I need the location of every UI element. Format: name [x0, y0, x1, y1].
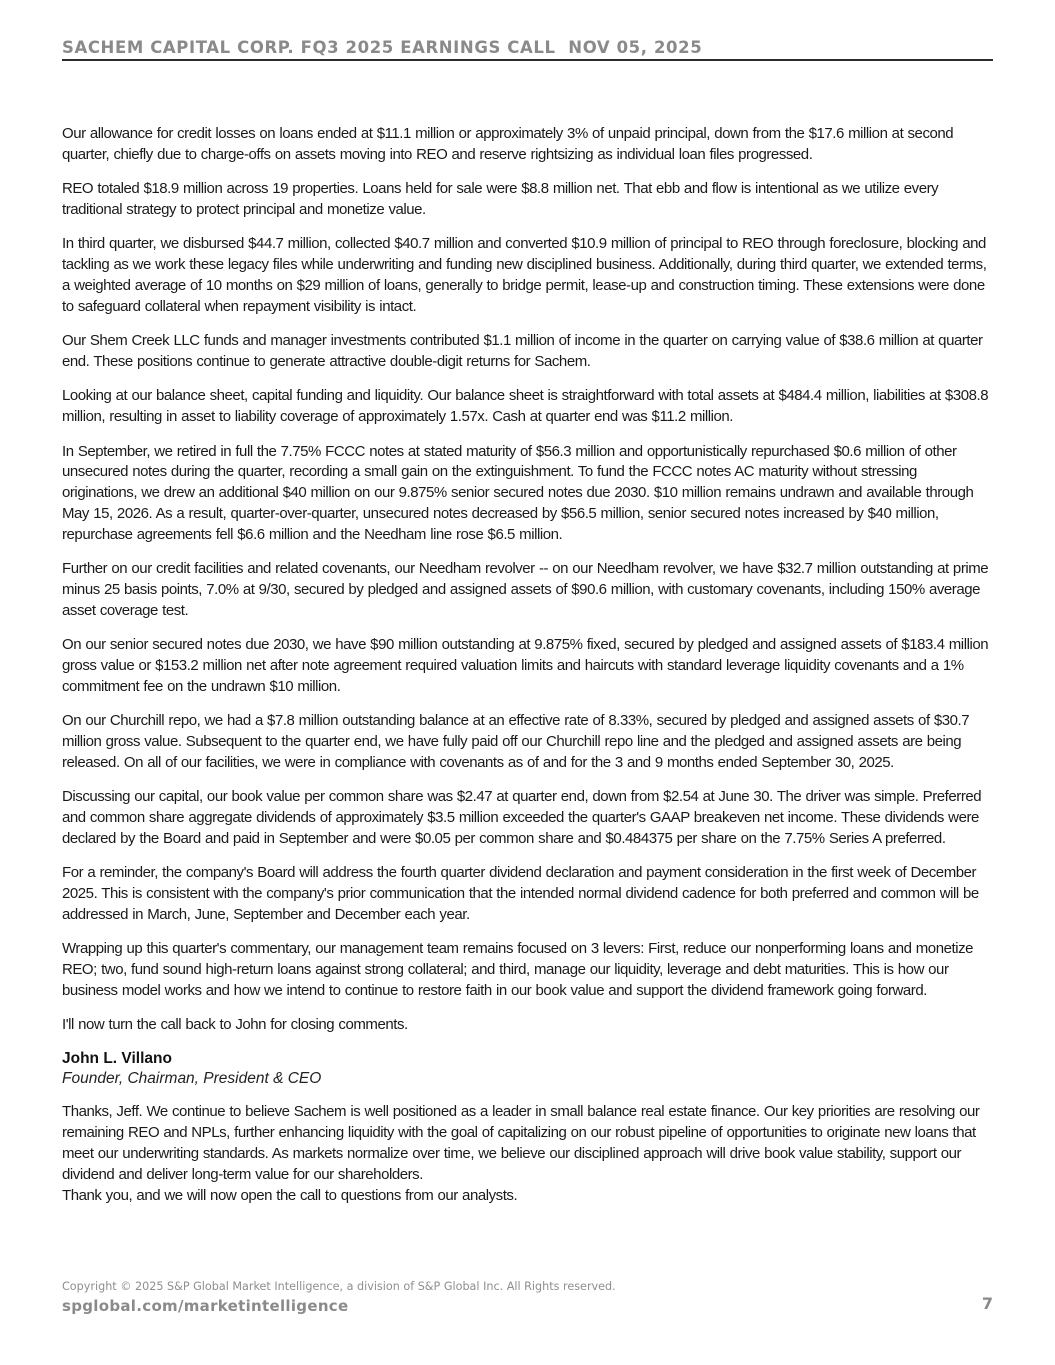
paragraph-dividend-reminder: For a reminder, the company's Board will address the fourth quarter dividend declaration and payment consideration in the first week of December 2025. This is consistent with the company's prior communication that the intended normal dividend cadence for both preferred and common will be addressed in March, June, September and December each year. [62, 864, 979, 923]
speaker-title: Founder, Chairman, President & CEO [62, 1070, 322, 1088]
paragraph-third-quarter: In third quarter, we disbursed $44.7 million, collected $40.7 million and converted $10.9 million of principal to REO through foreclosure, blocking and tackling as we work these legacy files while underwriting and funding new disciplined business. Additionally, during third quarter, we extended terms, a weighted average of 10 months on $29 million of loans, generally to bridge permit, lease-up and construction timing. These extensions were done to safeguard collateral when repayment visibility is intact. [62, 235, 987, 315]
paragraph-churchill-repo: On our Churchill repo, we had a $7.8 million outstanding balance at an effective rate of 8.33%, secured by pledged and assigned assets of $30.7 million gross value. Subsequent to the quarter end, we have fully paid off our Churchill repo line and the pledged and assigned assets are being released. On all of our facilities, we were in compliance with covenants as of and for the 3 and 9 months ended September 30, 2025. [62, 712, 970, 771]
paragraph-senior-notes: On our senior secured notes due 2030, we have $90 million outstanding at 9.875% fixed, secured by pledged and assigned assets of $183.4 million gross value or $153.2 million net after note agreement required valuation limits and haircuts with standard leverage liquidity covenants and a 1% commitment fee on the undrawn $10 million. [62, 636, 989, 695]
speaker-name: John L. Villano [62, 1050, 172, 1068]
paragraph-shem-creek: Our Shem Creek LLC funds and manager investments contributed $1.1 million of income in the quarter on carrying value of $38.6 million at quarter end. These positions continue to generate attractive double-digit returns for Sachem. [62, 332, 983, 370]
paragraph-closing: Thanks, Jeff. We continue to believe Sachem is well positioned as a leader in small balance real estate finance. Our key priorities are resolving our remaining REO and NPLs, further enhancing liquidity with the goal of capitalizing on our robust pipeline of opportunities to originate new loans that meet our underwriting standards. As markets normalize over time, we believe our disciplined approach will drive book value stability, support our dividend and deliver long-term value for our shareholders. [62, 1103, 980, 1183]
paragraph-allowance: Our allowance for credit losses on loans ended at $11.1 million or approximately 3% of unpaid principal, down from the $17.6 million at second quarter, chiefly due to charge-offs on assets moving into REO and reserve rightsizing as individual loan files progressed. [62, 125, 954, 163]
transcript-body [62, 124, 995, 1206]
paragraph-reo: REO totaled $18.9 million across 19 properties. Loans held for sale were $8.8 million net. That ebb and flow is intentional as we utilize every traditional strategy to protect principal and monetize value. [62, 180, 939, 218]
paragraph-handoff: I'll now turn the call back to John for closing comments. [62, 1016, 408, 1034]
paragraph-capital: Discussing our capital, our book value per common share was $2.47 at quarter end, down from $2.54 at June 30. The driver was simple. Preferred and common share aggregate dividends of approximately $3.5 million exceeded the quarter's GAAP breakeven net income. These dividends were declared by the Board and paid in September and were $0.05 per common share and $0.484375 per share on the 7.75% Series A preferred. [62, 788, 982, 847]
paragraph-credit-facilities: Further on our credit facilities and related covenants, our Needham revolver -- on our Needham revolver, we have $32.7 million outstanding at prime minus 25 basis points, 7.0% at 9/30, secured by pledged and assigned assets of $90.6 million, with customary covenants, including 150% average asset coverage test. [62, 560, 989, 619]
page-header [62, 38, 993, 61]
footer-website-link[interactable]: spglobal.com/marketintelligence [62, 1297, 349, 1315]
paragraph-september: In September, we retired in full the 7.75% FCCC notes at stated maturity of $56.3 million and opportunistically repurchased $0.6 million of other unsecured notes during the quarter, recording a small gain on the extinguishment. To fund the FCCC notes AC maturity without stressing originations, we drew an additional $40 million on our 9.875% senior secured notes due 2030. $10 million remains undrawn and available through May 15, 2026. As a result, quarter-over-quarter, unsecured notes decreased by $56.5 million, senior secured notes increased by $40 million, repurchase agreements fell $6.6 million and the Needham line rose $6.5 million. [62, 442, 974, 543]
paragraph-wrap-up: Wrapping up this quarter's commentary, our management team remains focused on 3 levers: First, reduce our nonperforming loans and monetize REO; two, fund sound high-return loans against strong collateral; and third, manage our liquidity, leverage and debt maturities. This is how our business model works and how we intend to continue to restore faith in our book value and support the dividend framework going forward. [62, 940, 974, 999]
footer-copyright: Copyright © 2025 S&P Global Market Intelligence, a division of S&P Global Inc. All Rights reserved. [62, 1280, 616, 1293]
paragraph-balance-sheet: Looking at our balance sheet, capital funding and liquidity. Our balance sheet is straightforward with total assets at $484.4 million, liabilities at $308.8 million, resulting in asset to liability coverage of approximately 1.57x. Cash at quarter end was $11.2 million. [62, 387, 989, 426]
page-number: 7 [981, 1294, 993, 1313]
document-title: SACHEM CAPITAL CORP. FQ3 2025 EARNINGS CALL NOV 05, 2025 [62, 38, 703, 57]
speaker-block [62, 1049, 995, 1089]
paragraph-final-line: Thank you, and we will now open the call to questions from our analysts. [62, 1186, 518, 1204]
